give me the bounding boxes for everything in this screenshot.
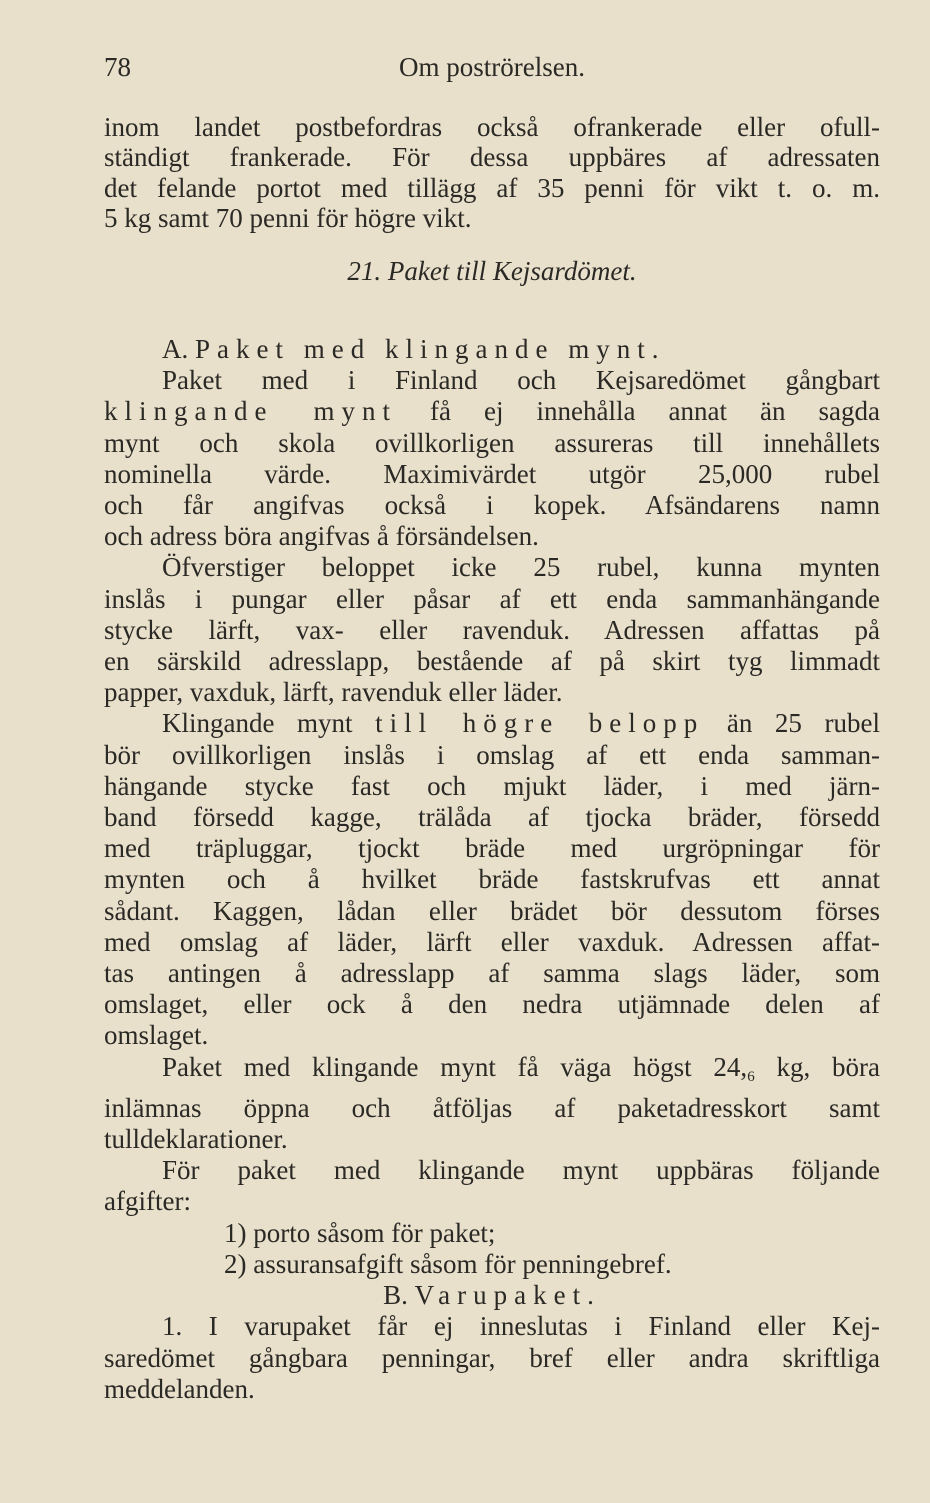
text-segment: inlämnas öppna och åtföljas af paketadresskort samt xyxy=(104,1092,880,1123)
text-line xyxy=(104,927,880,958)
section-body xyxy=(104,334,880,1405)
text-line xyxy=(104,708,880,739)
text-line xyxy=(104,1280,880,1311)
text-segment: B. xyxy=(383,1280,415,1311)
text-segment: 1. I varupaket får ej inneslutas i Finland eller Kej- xyxy=(162,1311,880,1342)
text-segment: 1) porto såsom för paket; xyxy=(224,1217,496,1248)
text-segment: tas antingen å adresslapp af samma slags läder, som xyxy=(104,958,880,989)
text-segment: omslaget, eller ock å den nedra utjämnade delen af xyxy=(104,989,880,1020)
text-line xyxy=(104,896,880,927)
text-segment: Paket med klingande mynt få väga högst 24, xyxy=(162,1051,748,1082)
text-line xyxy=(104,396,880,427)
text-line xyxy=(104,459,880,490)
text-segment: och adress böra angifvas å försändelsen. xyxy=(104,521,539,552)
text-line xyxy=(104,1374,880,1405)
text-line xyxy=(104,740,880,771)
text-line xyxy=(104,334,880,365)
text-line xyxy=(104,615,880,646)
text-segment: A. xyxy=(162,334,195,364)
text-segment: tulldeklarationer. xyxy=(104,1124,288,1155)
spaced-emphasis-text: Paket med klingande mynt. xyxy=(195,334,666,364)
text-segment: Klingande mynt xyxy=(162,708,376,739)
text-segment: och får angifvas också i kopek. Afsändarens namn xyxy=(104,490,880,521)
text-segment: stycke lärft, vax- eller ravenduk. Adressen affattas på xyxy=(104,614,880,645)
text-line xyxy=(104,1249,880,1280)
text-segment: band försedd kagge, trälåda af tjocka bräder, försedd xyxy=(104,802,880,833)
text-segment: sådant. Kaggen, lådan eller brädet bör dessutom förses xyxy=(104,895,880,926)
text-segment: en särskild adresslapp, bestående af på skirt tyg limmadt xyxy=(104,646,880,677)
text-segment: afgifter: xyxy=(104,1186,191,1217)
text-segment: papper, vaxduk, lärft, ravenduk eller läder. xyxy=(104,677,563,708)
text-segment: För paket med klingande mynt uppbäras följande xyxy=(162,1155,880,1186)
page-header xyxy=(104,52,880,88)
text-segment: än 25 rubel xyxy=(704,708,880,739)
text-line xyxy=(104,365,880,396)
text-segment: kg, böra xyxy=(754,1051,880,1082)
text-segment: hängande stycke fast och mjukt läder, i med järn- xyxy=(104,770,880,801)
text-line xyxy=(104,958,880,989)
text-line xyxy=(104,173,880,203)
text-segment: inslås i pungar eller påsar af ett enda sammanhängande xyxy=(104,583,880,614)
text-segment: Öfverstiger beloppet icke 25 rubel, kunna mynten xyxy=(162,552,880,583)
text-line xyxy=(104,521,880,552)
text-line xyxy=(104,989,880,1020)
text-line xyxy=(104,646,880,677)
text-segment: inom landet postbefordras också ofrankerade eller ofull- xyxy=(104,112,880,142)
text-line xyxy=(104,1093,880,1124)
text-segment: bör ovillkorligen inslås i omslag af ett enda samman- xyxy=(104,739,880,770)
running-title: Om poströrelsen. xyxy=(399,52,585,82)
text-segment: med träpluggar, tjockt bräde med urgröpningar för xyxy=(104,833,880,864)
text-segment: 2) assuransafgift såsom för penningebref. xyxy=(224,1248,672,1279)
spaced-emphasis-text: till högre belopp xyxy=(375,708,705,739)
intro-paragraph xyxy=(104,112,880,234)
text-line xyxy=(104,771,880,802)
text-line xyxy=(104,112,880,142)
text-line xyxy=(104,1186,880,1217)
spaced-emphasis-text: klingande mynt xyxy=(104,396,397,427)
spaced-emphasis-text: Varupaket. xyxy=(414,1280,601,1311)
text-line xyxy=(104,1020,880,1051)
text-line xyxy=(104,552,880,583)
text-line xyxy=(104,1052,880,1093)
text-line xyxy=(104,203,880,233)
text-segment: nominella värde. Maximivärdet utgör 25,000 rubel xyxy=(104,458,880,489)
text-segment: få ej innehålla annat än sagda xyxy=(397,396,880,427)
text-segment: ständigt frankerade. För dessa uppbäres af adressaten xyxy=(104,142,880,173)
text-segment: mynten och å hvilket bräde fastskrufvas ett annat xyxy=(104,864,880,895)
text-line xyxy=(104,428,880,459)
text-segment: 5 kg samt 70 penni för högre vikt. xyxy=(104,203,472,234)
text-segment: det felande portot med tillägg af 35 penni för vikt t. o. m. xyxy=(104,172,880,203)
text-segment: saredömet gångbara penningar, bref eller andra skriftliga xyxy=(104,1342,880,1373)
text-line xyxy=(104,490,880,521)
section-title: 21. Paket till Kejsardömet. xyxy=(347,256,637,286)
text-line xyxy=(104,1311,880,1342)
text-line xyxy=(104,1155,880,1186)
text-line xyxy=(104,802,880,833)
text-segment: omslaget. xyxy=(104,1020,209,1051)
text-line xyxy=(104,1343,880,1374)
text-segment: mynt och skola ovillkorligen assureras till innehållets xyxy=(104,427,880,458)
text-line xyxy=(104,584,880,615)
text-line xyxy=(104,864,880,895)
page-number: 78 xyxy=(104,52,131,82)
text-segment: meddelanden. xyxy=(104,1373,255,1404)
text-line xyxy=(104,833,880,864)
text-segment: Paket med i Finland och Kejsaredömet gångbart xyxy=(162,365,880,396)
subscript-text: 6 xyxy=(747,1068,755,1085)
text-line xyxy=(104,677,880,708)
text-line xyxy=(104,142,880,172)
text-segment: med omslag af läder, lärft eller vaxduk. Adressen affat- xyxy=(104,926,880,957)
text-line xyxy=(104,1218,880,1249)
text-line xyxy=(104,1124,880,1155)
